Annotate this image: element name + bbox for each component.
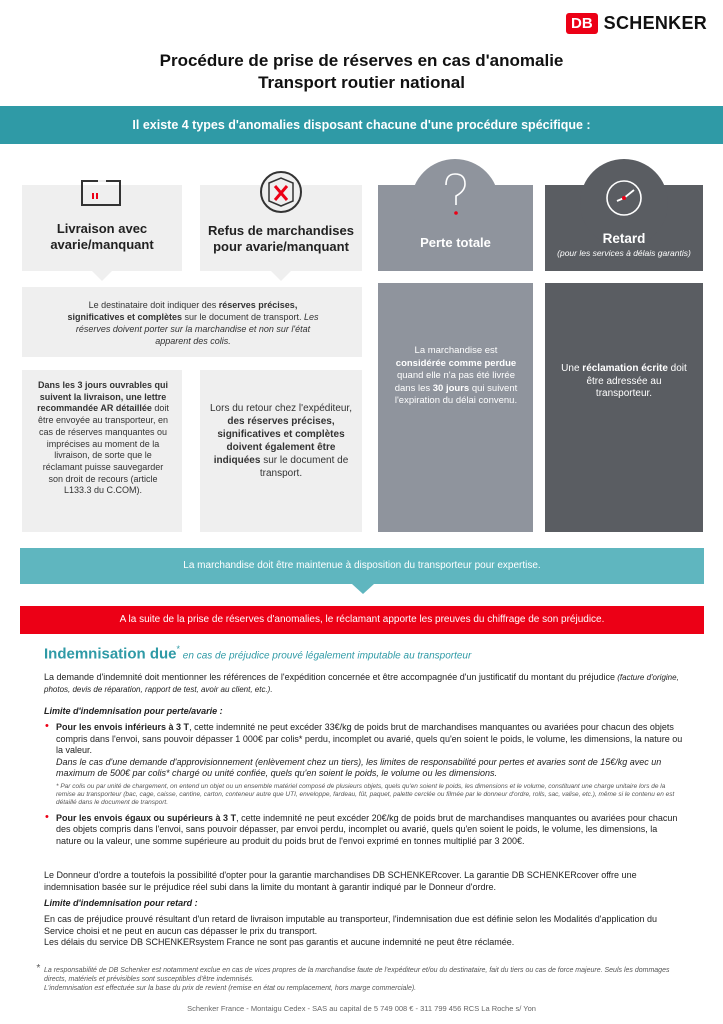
retour-text: Lors du retour chez l'expéditeur, des réserves précises, significatives et complètes doivent également être indiquées sur le document de transport.: [210, 403, 352, 479]
card-arrow: [271, 271, 291, 281]
type-card-livraison: [22, 185, 182, 271]
indemnisation-intro: La demande d'indemnité doit mentionner les références de l'expédition concernée et être accompagnée d'un justificatif du montant du préjudice (facture d'origine, photos, devis de réparation, rapport de test, avoir au client, etc.).: [44, 672, 679, 694]
schenkercover-text: Le Donneur d'ordre a toutefois la possibilité d'opter pour la garantie marchandises DB SCHENKERcover. La garantie DB SCHENKERcover offre une indemnisation basée sur le préjudice réel subi dans la limite du montant à garantir indiqué par le Donneur d'ordre.: [44, 870, 637, 892]
reserves-text: Le destinataire doit indiquer des réserves précises, significatives et complètes sur le document de transport. Les réserves doivent porter sur la marchandise et non sur l'état apparent des colis.: [67, 300, 319, 346]
card-arrow: [92, 271, 112, 281]
limite-retard-text: En cas de préjudice prouvé résultant d'un retard de livraison imputable au transporteur, l'indemnisation due est définie selon les Modalités d'application du Service choisi et ne peut en aucun cas dépasser le prix du transport. Les délais du service DB SCHENKERsystem France ne sont pas garantis et aucune indemnité ne peut être réclamée.: [44, 914, 658, 947]
page-title-line2: Transport routier national: [258, 73, 465, 92]
limite-retard-heading: Limite d'indemnisation pour retard :: [44, 898, 198, 908]
type-card-refus: [200, 185, 362, 271]
perte-text: La marchandise est considérée comme perdue quand elle n'a pas été livrée dans les 30 jours qui suivent l'expiration du délai convenu.: [394, 345, 518, 406]
type-card-retard: [545, 185, 703, 271]
list-item: • Pour les envois égaux ou supérieurs à 3 T, cette indemnité ne peut excéder 20€/kg de poids brut de marchandises manquantes ou avariées pour chacun des objets compris dans l'envoi, sans pouvoir dépasser, par envoi perdu, incomplet ou avarié, quels qu'en soient le poids, le volume, les dimensions, la nature ou la valeur, une somme supérieure au produit du poids brut de l'envoi exprimé en tonnes multiplié par 3 200€.: [56, 813, 684, 848]
page-title-line1: Procédure de prise de réserves en cas d'anomalie: [159, 51, 564, 70]
type-title-perte: Perte totale: [420, 235, 491, 250]
indemnisation-heading: Indemnisation due* en cas de préjudice prouvé légalement imputable au transporteur: [44, 644, 472, 663]
retard-text: Une réclamation écrite doit être adressée au transporteur.: [561, 363, 687, 399]
intro-banner: Il existe 4 types d'anomalies disposant chacune d'une procédure spécifique :: [0, 106, 723, 144]
bar-arrow: [352, 584, 374, 594]
type-card-perte: [378, 185, 533, 271]
clock-icon: [603, 177, 645, 219]
type-title-livraison: Livraison avec avarie/manquant: [50, 221, 154, 252]
limite-perte-list: [44, 722, 684, 850]
damaged-box-icon: [78, 177, 126, 209]
limite-perte-heading: Limite d'indemnisation pour perte/avarie :: [44, 706, 223, 716]
colis-note: * Par colis ou par unité de chargement, on entend un objet ou un ensemble matériel composé de plusieurs objets, quels qu'en soient le poids, les dimensions et le volume, constituant une charge unitaire lors de la remise au transporteur (bac, cage, caisse, cantine, carton, conteneur autre que UTI, enveloppe, fardeau, fût, paquet, palette cerclée ou filmée par le donneur d'ordre, rolls, sac, valise, etc.), même si le contenu en est détaillé dans le document de transport.: [56, 782, 675, 806]
db-logo-mark: DB: [566, 13, 598, 34]
reserves-box: [22, 287, 362, 357]
company-footer: Schenker France - Montaigu Cedex - SAS au capital de 5 749 008 € - 311 799 456 RCS La Roche s/ Yon: [187, 1004, 536, 1013]
type-title-retard: Retard: [602, 231, 646, 246]
list-item: • Pour les envois inférieurs à 3 T, cette indemnité ne peut excéder 33€/kg de poids brut de marchandises manquantes ou avariées pour chacun des objets compris dans l'envoi, sans pouvoir dépasser 1 000€ par colis* perdu, incomplet ou avarié, quels qu'en soient le poids, le volume, les dimensions, la nature ou la valeur. Dans le cas d'une demande d'approvisionnement (enlèvement chez un tiers), les limites de responsabilité pour pertes et avaries sont de 15€/kg avec un maximum de 500€ par colis* chargé ou unité confiée, quels qu'en soient le poids, le volume ou les dimensions. * Par colis ou par unité de chargement, on entend un objet ou un ensemble matériel composé de plusieurs objets, quels qu'en soient le poids, les dimensions et le volume, constituant une charge unitaire lors de la remise au transporteur (bac, cage, caisse, cantine, carton, conteneur autre que UTI, enveloppe, fardeau, fût, paquet, palette cerclée ou filmée par le donneur d'ordre, rolls, sac, valise, etc.), même si le contenu en est détaillé dans le document de transport.: [56, 722, 684, 807]
perte-box: [378, 283, 533, 532]
prejudice-bar: A la suite de la prise de réserves d'anomalies, le réclamant apporte les preuves du chiffrage de son préjudice.: [20, 606, 704, 634]
question-mark-icon: [438, 171, 472, 223]
type-subtitle-retard: (pour les services à délais garantis): [557, 248, 691, 258]
refused-box-icon: [258, 169, 304, 215]
db-schenker-logo: [566, 13, 707, 34]
retour-expediteur-box: [200, 370, 362, 532]
retard-box: [545, 283, 703, 532]
lettre-text: Dans les 3 jours ouvrables qui suivent la livraison, une lettre recommandée AR détaillée doit être envoyée au transporteur, en cas de réserves manquantes ou imprécises au moment de la livraison, de sorte que le réclamant puisse sauvegarder son droit de recours (article L133.3 du C.COM).: [37, 380, 169, 496]
expertise-bar: La marchandise doit être maintenue à disposition du transporteur pour expertise.: [20, 548, 704, 584]
lettre-recommandee-box: [22, 370, 182, 532]
type-title-refus: Refus de marchandises pour avarie/manquant: [208, 223, 354, 254]
schenker-wordmark: SCHENKER: [603, 13, 708, 33]
responsabilite-footnote: * La responsabilité de DB Schenker est notamment exclue en cas de vices propres de la marchandise faute de l'expéditeur et/ou du destinataire, fait du tiers ou cas de force majeure. Seuls les dommages directs, matériels et prévisibles sont susceptibles d'être indemnisés. L'indemnisation est effectuée sur la base du prix de revient (remise en état ou remplacement, hors marge commerciale).: [36, 963, 670, 992]
